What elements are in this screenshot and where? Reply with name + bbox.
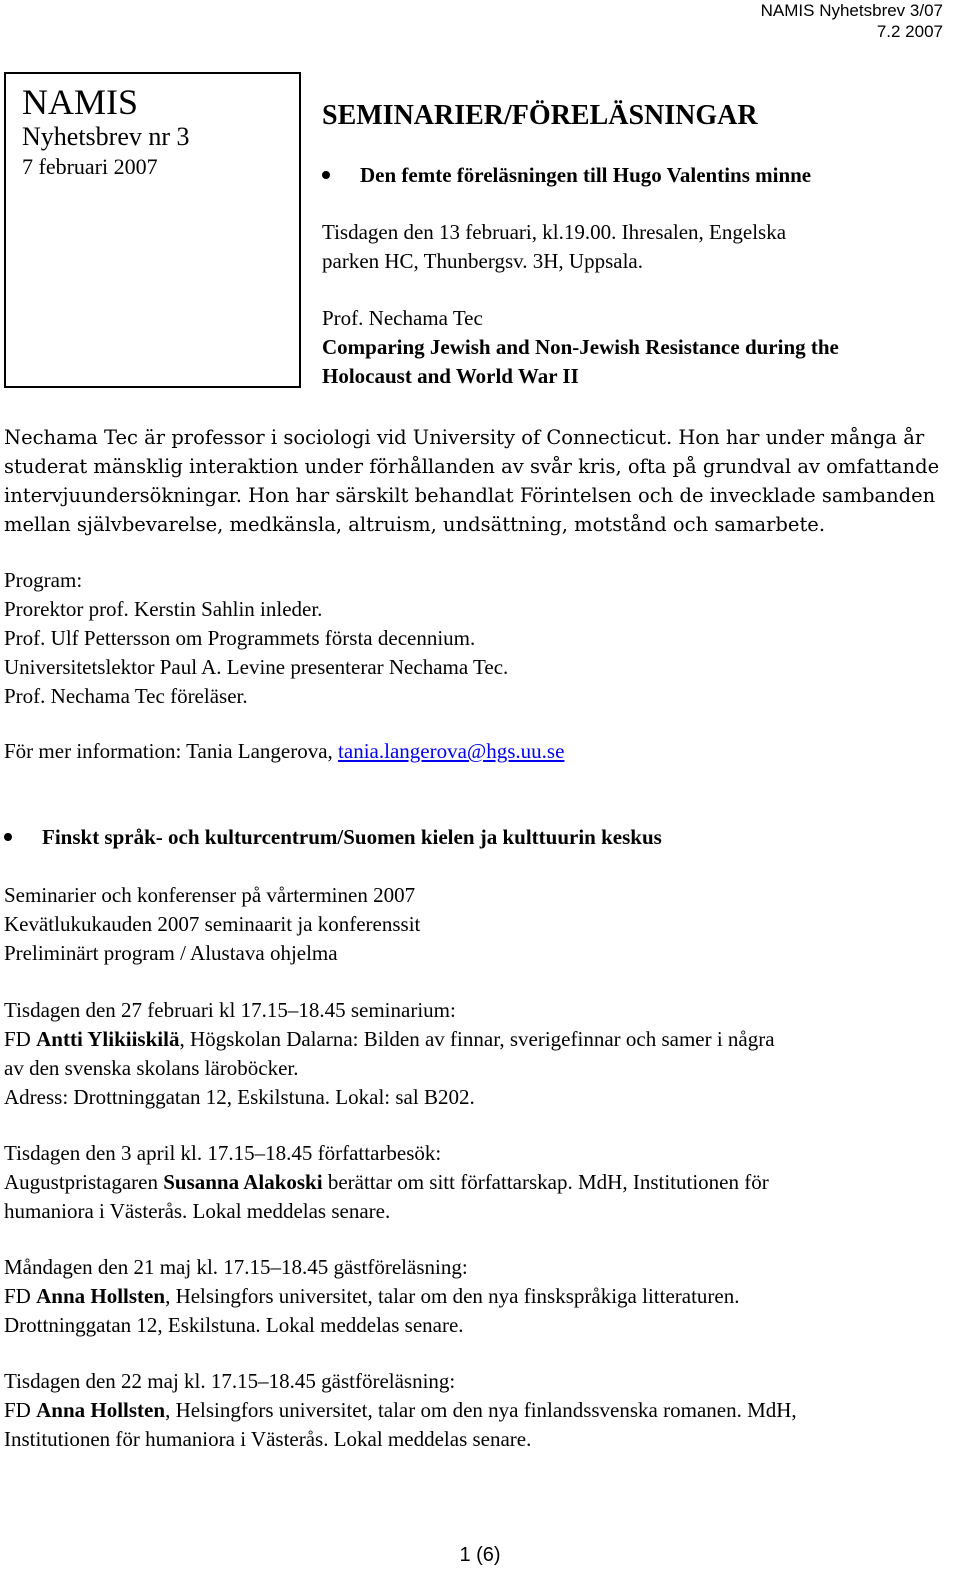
contact-label: För mer information: Tania Langerova, (4, 739, 339, 763)
bio-line: mellan självbevarelse, medkänsla, altruism, undsättning, motstånd och samarbete. (4, 513, 826, 536)
event-date: Tisdagen den 27 februari kl 17.15–18.45 seminarium: (4, 998, 456, 1022)
event-1 (4, 996, 948, 1112)
finnish-center-heading: Finskt språk- och kulturcentrum/Suomen kielen ja kulttuurin keskus (42, 825, 662, 849)
page-number: 1 (6) (459, 1544, 501, 1566)
lecture-talk-line2: Holocaust and World War II (322, 364, 579, 388)
event-4 (4, 1367, 948, 1454)
event-person: Antti Ylikiiskilä (36, 1027, 180, 1051)
event-text: humaniora i Västerås. Lokal meddelas senare. (4, 1199, 391, 1223)
section-heading: SEMINARIER/FÖRELÄSNINGAR (322, 100, 758, 131)
event-text: FD (4, 1398, 37, 1422)
event-text: FD (4, 1027, 37, 1051)
program-item: Prof. Nechama Tec föreläser. (4, 684, 248, 708)
newsletter-date: 7 februari 2007 (22, 154, 158, 179)
lecture-bullet (322, 162, 947, 189)
lecture-talk-line1: Comparing Jewish and Non-Jewish Resistance during the (322, 335, 839, 359)
event-text: av den svenska skolans läroböcker. (4, 1056, 299, 1080)
program-item: Universitetslektor Paul A. Levine presenterar Nechama Tec. (4, 655, 509, 679)
bio-line: intervjuundersökningar. Hon har särskilt behandlat Förintelsen och de invecklade sambanden (4, 484, 936, 507)
program-item: Prorektor prof. Kerstin Sahlin inleder. (4, 597, 323, 621)
newsletter-issue: Nyhetsbrev nr 3 (22, 122, 190, 151)
lecture-when-line1: Tisdagen den 13 februari, kl.19.00. Ihresalen, Engelska (322, 220, 787, 244)
event-date: Tisdagen den 3 april kl. 17.15–18.45 författarbesök: (4, 1141, 442, 1165)
event-text: FD (4, 1284, 37, 1308)
seminar-section-header (322, 98, 947, 391)
contact-email-link[interactable]: tania.langerova@hgs.uu.se (338, 739, 565, 763)
event-person: Susanna Alakoski (163, 1170, 323, 1194)
lecture-speaker: Prof. Nechama Tec (322, 306, 483, 330)
event-text: berättar om sitt författarskap. MdH, Institutionen för (322, 1170, 769, 1194)
intro-line: Seminarier och konferenser på vårterminen 2007 (4, 883, 416, 907)
bullet-icon (322, 171, 330, 179)
bio-line: Nechama Tec är professor i sociologi vid University of Connecticut. Hon har under många år (4, 426, 925, 449)
event-3 (4, 1253, 948, 1340)
bio-line: studerat mänsklig interaktion under förhållanden av svår kris, ofta på grundval av omfattande (4, 455, 940, 478)
finnish-center-bullet (4, 824, 948, 851)
event-2 (4, 1139, 948, 1226)
finnish-intro (4, 881, 948, 968)
event-text: Institutionen för humaniora i Västerås. Lokal meddelas senare. (4, 1427, 532, 1451)
event-text: , Helsingfors universitet, talar om den nya finlandssvenska romanen. MdH, (165, 1398, 797, 1422)
event-address: Drottninggatan 12, Eskilstuna. Lokal meddelas senare. (4, 1313, 464, 1337)
event-date: Tisdagen den 22 maj kl. 17.15–18.45 gästföreläsning: (4, 1369, 456, 1393)
intro-line: Kevätlukukauden 2007 seminaarit ja konferenssit (4, 912, 421, 936)
intro-line: Preliminärt program / Alustava ohjelma (4, 941, 338, 965)
program-list (4, 566, 948, 711)
event-person: Anna Hollsten (36, 1398, 166, 1422)
lecture-when-line2: parken HC, Thunbergsv. 3H, Uppsala. (322, 249, 643, 273)
event-person: Anna Hollsten (36, 1284, 166, 1308)
event-date: Måndagen den 21 maj kl. 17.15–18.45 gästföreläsning: (4, 1255, 468, 1279)
program-label: Program: (4, 568, 83, 592)
header-date: 7.2 2007 (876, 22, 943, 41)
event-text: Augustpristagaren (4, 1170, 164, 1194)
lecture-title: Den femte föreläsningen till Hugo Valentins minne (360, 163, 812, 187)
program-item: Prof. Ulf Pettersson om Programmets första decennium. (4, 626, 476, 650)
contact-info (4, 737, 948, 766)
event-text: , Helsingfors universitet, talar om den nya finskspråkiga litteraturen. (165, 1284, 740, 1308)
newsletter-title-box (4, 72, 301, 388)
newsletter-name: NAMIS (22, 82, 139, 122)
event-address: Adress: Drottninggatan 12, Eskilstuna. Lokal: sal B202. (4, 1085, 475, 1109)
event-text: , Högskolan Dalarna: Bilden av finnar, sverigefinnar och samer i några (179, 1027, 775, 1051)
bullet-icon (4, 833, 12, 841)
speaker-bio (4, 423, 948, 539)
header-title: NAMIS Nyhetsbrev 3/07 (760, 1, 943, 20)
running-header (761, 0, 943, 42)
